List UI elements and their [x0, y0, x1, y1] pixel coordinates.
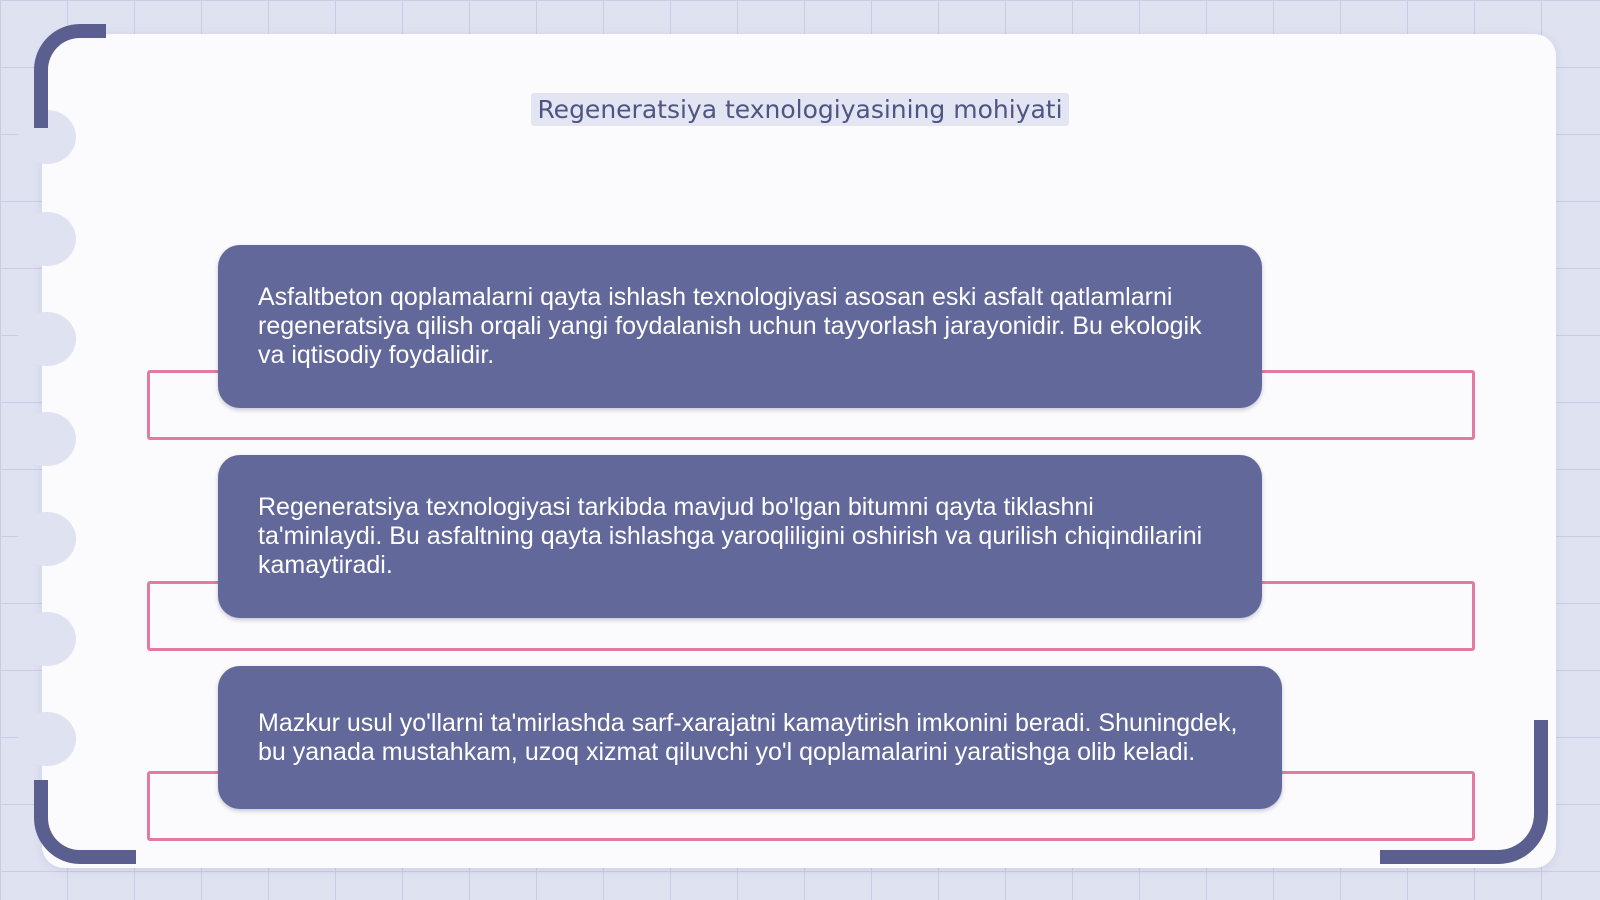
- info-card-3: [218, 666, 1282, 809]
- info-card-text: Asfaltbeton qoplamalarni qayta ishlash texnologiyasi asosan eski asfalt qatlamlarni regeneratsiya qilish orqali yangi foydalanish uchun tayyorlash jarayonidir. Bu ekologik va iqtisodiy foydalidir.: [258, 283, 1202, 369]
- paper-notch: [18, 512, 76, 566]
- slide-title-text: Regeneratsiya texnologiyasining mohiyati: [531, 93, 1068, 126]
- corner-bracket-bottom-left: [34, 780, 136, 864]
- slide-title: [0, 95, 1600, 124]
- info-card-1: [218, 245, 1262, 408]
- paper-notch: [18, 312, 76, 366]
- info-card-text: Regeneratsiya texnologiyasi tarkibda mavjud bo'lgan bitumni qayta tiklashni ta'minlaydi. Bu asfaltning qayta ishlashga yaroqliligini oshirish va qurilish chiqindilarini kamaytiradi.: [258, 493, 1203, 579]
- info-card-2: [218, 455, 1262, 618]
- info-card-text: Mazkur usul yo'llarni ta'mirlashda sarf-xarajatni kamaytirish imkonini beradi. Shuningdek, bu yanada mustahkam, uzoq xizmat qiluvchi yo'l qoplamalarini yaratishga olib keladi.: [258, 708, 1238, 766]
- paper-notch: [18, 612, 76, 666]
- paper-notch: [18, 212, 76, 266]
- paper-notch: [18, 712, 76, 766]
- paper-notch: [18, 412, 76, 466]
